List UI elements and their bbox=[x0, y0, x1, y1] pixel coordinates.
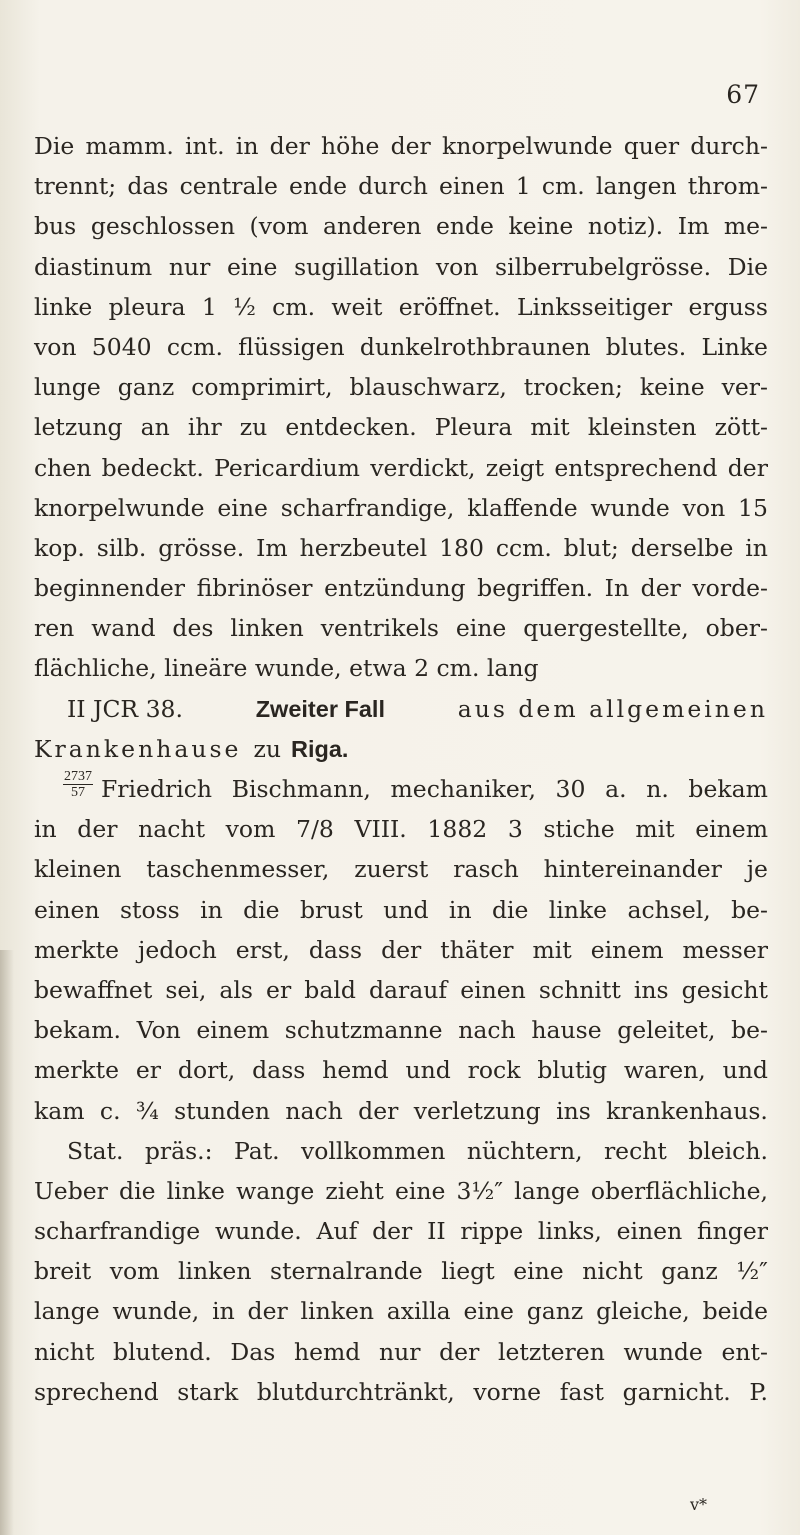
signature-mark: v* bbox=[690, 1495, 708, 1514]
case-heading-institution: Krankenhause bbox=[34, 734, 242, 763]
text-line: kam c. ¾ stunden nach der verletzung ins krankenhaus. bbox=[34, 1096, 768, 1125]
text-line: breit vom linken sternalrande liegt eine nicht ganz ½″ bbox=[34, 1257, 768, 1286]
text-line: Stat. präs.: Pat. vollkommen nüchtern, recht bleich. bbox=[67, 1136, 768, 1165]
text-line: von 5040 ccm. flüssigen dunkelrothbraunen blutes. Linke bbox=[34, 332, 768, 361]
case-heading bbox=[34, 689, 768, 729]
text-line: kleinen taschenmesser, zuerst rasch hintereinander je bbox=[34, 855, 768, 884]
text-line: bekam. Von einem schutzmanne nach hause geleitet, be- bbox=[34, 1016, 768, 1045]
text-line: diastinum nur eine sugillation von silberrubelgrösse. Die bbox=[34, 252, 768, 281]
text-line: Friedrich Bischmann, mechaniker, 30 a. n. bekam bbox=[101, 775, 768, 803]
binding-shadow bbox=[0, 950, 14, 1535]
body-text bbox=[34, 126, 768, 1412]
case-number-fraction bbox=[63, 769, 93, 809]
case-heading-continued bbox=[34, 729, 768, 769]
page-number: 67 bbox=[726, 80, 760, 109]
text-line: sprechend stark blutdurchtränkt, vorne fast garnicht. P. bbox=[34, 1377, 768, 1406]
text-line: lange wunde, in der linken axilla eine ganz gleiche, beide bbox=[34, 1297, 768, 1326]
text-line: in der nacht vom 7/8 VIII. 1882 3 stiche mit einem bbox=[34, 815, 768, 844]
text-line: merkte jedoch erst, dass der thäter mit einem messer bbox=[34, 935, 768, 964]
text-line: kop. silb. grösse. Im herzbeutel 180 ccm. blut; derselbe in bbox=[34, 533, 768, 562]
case-heading-bold: Zweiter Fall bbox=[255, 695, 385, 722]
case-number-denominator: 57 bbox=[71, 785, 85, 800]
text-line: bewaffnet sei, als er bald darauf einen schnitt ins gesicht bbox=[34, 975, 768, 1004]
text-line: ren wand des linken ventrikels eine quergestellte, ober- bbox=[34, 614, 768, 643]
text-line: scharfrandige wunde. Auf der II rippe links, einen finger bbox=[34, 1217, 768, 1246]
text-line: beginnender fibrinöser entzündung begriffen. In der vorde- bbox=[34, 574, 768, 603]
text-line: Ueber die linke wange zieht eine 3½″ lange oberflächliche, bbox=[34, 1176, 768, 1205]
case-first-line bbox=[34, 769, 768, 809]
text-line: Die mamm. int. in der höhe der knorpelwunde quer durch- bbox=[34, 132, 768, 160]
text-line: trennt; das centrale ende durch einen 1 cm. langen throm- bbox=[34, 172, 768, 201]
case-heading-prefix: II JCR 38. bbox=[67, 694, 183, 723]
text-line: knorpelwunde eine scharfrandige, klaffende wunde von 15 bbox=[34, 493, 768, 522]
text-line: merkte er dort, dass hemd und rock blutig waren, und bbox=[34, 1056, 768, 1085]
text-line: letzung an ihr zu entdecken. Pleura mit kleinsten zött- bbox=[34, 413, 768, 442]
text-line: nicht blutend. Das hemd nur der letzteren wunde ent- bbox=[34, 1337, 768, 1366]
case-heading-city: Riga. bbox=[291, 735, 349, 762]
text-line: lunge ganz comprimirt, blauschwarz, trocken; keine ver- bbox=[34, 373, 768, 402]
case-number-numerator: 2737 bbox=[64, 769, 92, 784]
case-heading-spaced: aus dem allgemeinen bbox=[457, 694, 768, 723]
text-line: flächliche, lineäre wunde, etwa 2 cm. lang bbox=[34, 654, 539, 683]
text-line: bus geschlossen (vom anderen ende keine notiz). Im me- bbox=[34, 212, 768, 241]
text-line: einen stoss in die brust und in die linke achsel, be- bbox=[34, 895, 768, 924]
text-line: chen bedeckt. Pericardium verdickt, zeigt entsprechend der bbox=[34, 453, 768, 482]
case-heading-zu: zu bbox=[253, 734, 281, 763]
text-line: linke pleura 1 ½ cm. weit eröffnet. Linksseitiger erguss bbox=[34, 292, 768, 321]
